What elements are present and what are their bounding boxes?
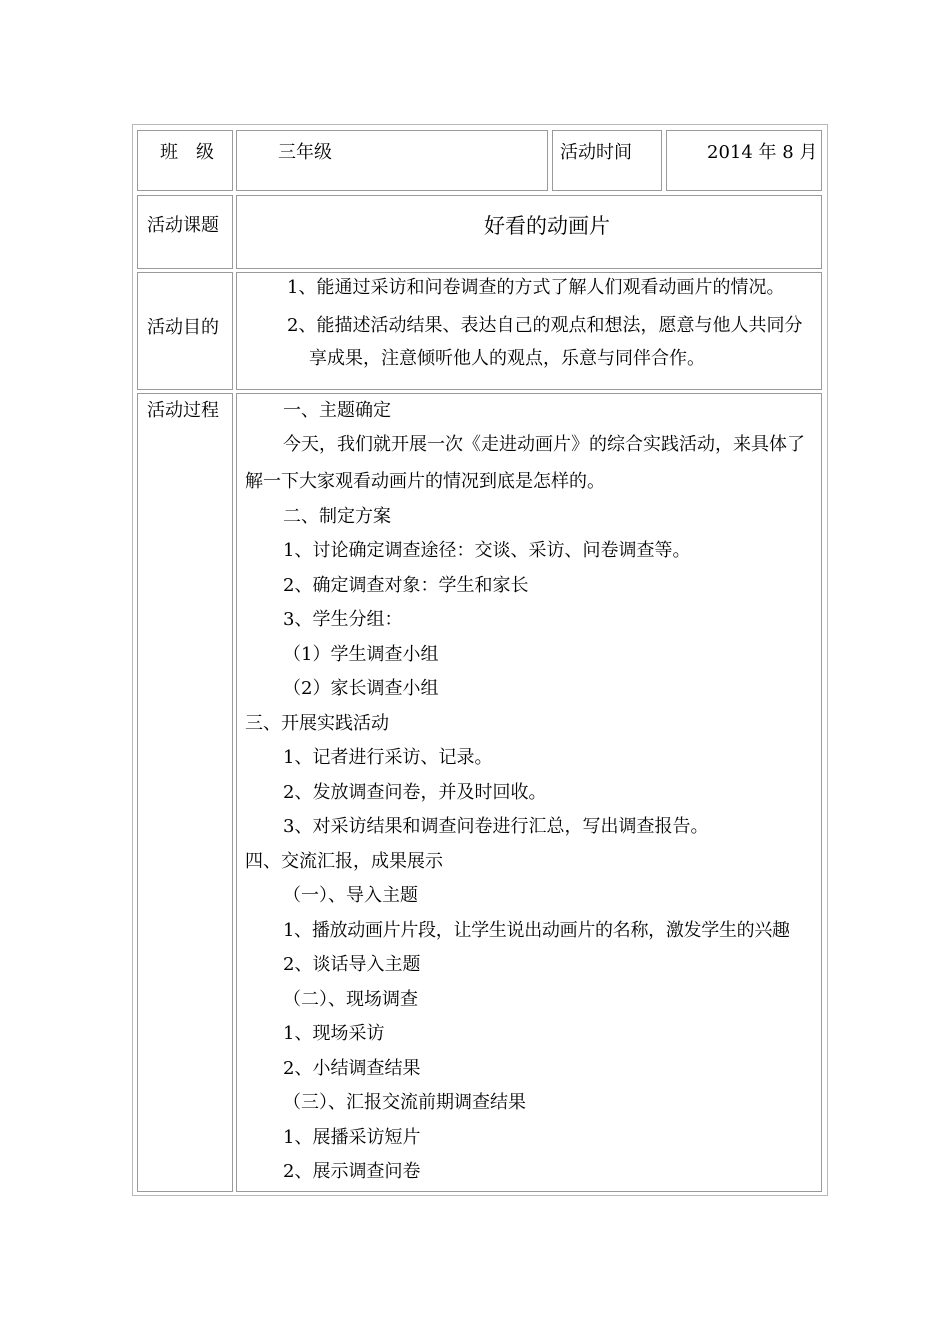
goal-line-2: 2、能描述活动结果、表达自己的观点和想法，愿意与他人共同分 <box>287 315 803 336</box>
goal-content-cell <box>236 272 822 390</box>
topic-title: 好看的动画片 <box>484 214 610 238</box>
process-line: 1、展播采访短片 <box>283 1127 421 1148</box>
class-label: 班 级 <box>160 142 214 163</box>
class-value: 三年级 <box>278 142 332 163</box>
goal-line-1: 1、能通过采访和问卷调查的方式了解人们观看动画片的情况。 <box>287 277 785 298</box>
class-label-cell <box>137 130 233 191</box>
topic-label: 活动课题 <box>147 215 219 236</box>
process-line: 1、讨论确定调查途径：交谈、采访、问卷调查等。 <box>283 540 691 561</box>
process-line: 1、记者进行采访、记录。 <box>283 747 493 768</box>
process-line: （三）、汇报交流前期调查结果 <box>283 1092 526 1113</box>
process-line: 3、对采访结果和调查问卷进行汇总，写出调查报告。 <box>283 816 709 837</box>
time-value: 2014 年 8 月 <box>707 142 818 163</box>
process-line: （二）、现场调查 <box>283 989 418 1010</box>
process-line: （1）学生调查小组 <box>283 644 439 665</box>
process-label: 活动过程 <box>147 400 219 421</box>
class-value-cell <box>236 130 548 191</box>
process-line: 2、展示调查问卷 <box>283 1161 421 1182</box>
time-label-cell <box>552 130 662 191</box>
process-line: 3、学生分组： <box>283 609 403 630</box>
process-line: 1、播放动画片片段，让学生说出动画片的名称，激发学生的兴趣 <box>283 920 790 941</box>
process-line: （一）、导入主题 <box>283 885 418 906</box>
time-value-cell <box>666 130 822 191</box>
goal-label-cell <box>137 272 233 390</box>
process-line: 2、小结调查结果 <box>283 1058 421 1079</box>
time-label: 活动时间 <box>560 142 632 163</box>
process-line: 2、发放调查问卷，并及时回收。 <box>283 782 547 803</box>
process-line: 一、主题确定 <box>283 400 391 421</box>
process-line: 三、开展实践活动 <box>245 713 389 734</box>
process-line: 四、交流汇报，成果展示 <box>245 851 443 872</box>
process-line: 2、确定调查对象：学生和家长 <box>283 575 529 596</box>
process-line: 2、谈话导入主题 <box>283 954 421 975</box>
process-content-cell <box>236 393 822 1192</box>
process-line: 二、制定方案 <box>283 506 391 527</box>
topic-value-cell <box>236 195 822 269</box>
goal-line-3: 享成果，注意倾听他人的观点，乐意与同伴合作。 <box>309 348 705 369</box>
process-line: 1、现场采访 <box>283 1023 385 1044</box>
process-line: （2）家长调查小组 <box>283 678 439 699</box>
topic-label-cell <box>137 195 233 269</box>
process-label-cell <box>137 393 233 1192</box>
process-line: 今天，我们就开展一次《走进动画片》的综合实践活动，来具体了 <box>283 434 805 455</box>
goal-label: 活动目的 <box>147 317 219 338</box>
process-line: 解一下大家观看动画片的情况到底是怎样的。 <box>245 471 605 492</box>
